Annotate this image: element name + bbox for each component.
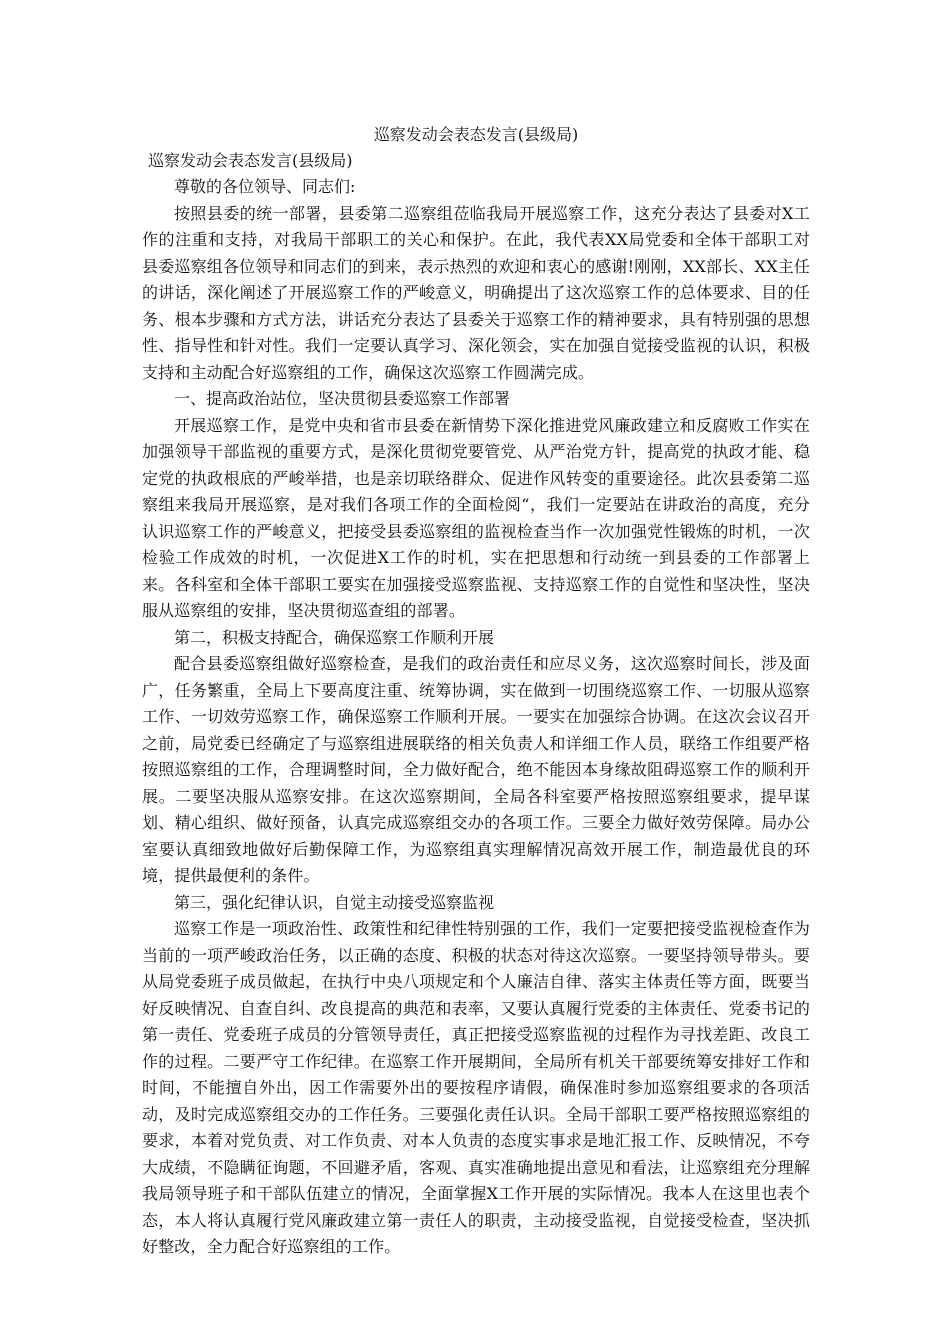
- section-heading-1: 一、提高政治站位，坚决贯彻县委巡察工作部署: [174, 389, 511, 408]
- section-body-3: 巡察工作是一项政治性、政策性和纪律性特别强的工作，我们一定要把接受监视检查作为当前的一项严峻政治任务，以正确的态度、积极的状态对待这次巡察。一要坚持领导带头。要从局党委班子成员做起，在执行中央八项规定和个人廉洁自律、落实主体责任等方面，既要当好反映情况、自查自纠、改良提高的典范和表率，又要认真履行党委的主体责任、党委书记的第一责任、党委班子成员的分管领导责任，真正把接受巡察监视的过程作为寻找差距、改良工作的过程。二要严守工作纪律。在巡察工作开展期间，全局所有机关干部要统筹安排好工作和时间，不能擅自外出，因工作需要外出的要按程序请假，确保准时参加巡察组要求的各项活动，及时完成巡察组交办的工作任务。三要强化责任认识。全局干部职工要严格按照巡察组的要求，本着对党负责、对工作负责、对本人负责的态度实事求是地汇报工作、反映情况，不夸大成绩，不隐瞒征询题，不回避矛盾，客观、真实准确地提出意见和看法，让巡察组充分理解我局领导班子和干部队伍建立的情况，全面掌握X工作开展的实际情况。我本人在这里也表个态，本人将认真履行党风廉政建立第一责任人的职责，主动接受监视，自觉接受检查，坚决抓好整改，全力配合好巡察组的工作。: [142, 919, 810, 1256]
- document-subtitle: 巡察发动会表态发言(县级局): [148, 151, 353, 170]
- section-body-1: 开展巡察工作，是党中央和省市县委在新情势下深化推进党风廉政建立和反腐败工作实在加强领导干部监视的重要方式，是深化贯彻党要管党、从严治党方针，提高党的执政才能、稳定党的执政根底的严峻举措，也是亲切联络群众、促进作风转变的重要途径。此次县委第二巡察组来我局开展巡察，是对我们各项工作的全面检阅“，我们一定要站在讲政治的高度，充分认识巡察工作的严峻意义，把接受县委巡察组的监视检查当作一次加强党性锻炼的时机，一次检验工作成效的时机，一次促进X工作的时机，实在把思想和行动统一到县委的工作部署上来。各科室和全体干部职工要实在加强接受巡察监视、支持巡察工作的自觉性和坚决性，坚决服从巡察组的安排，坚决贯彻巡查组的部署。: [142, 415, 810, 620]
- section-body-2: 配合县委巡察组做好巡察检查，是我们的政治责任和应尽义务，这次巡察时间长，涉及面广，任务繁重，全局上下要高度注重、统筹协调，实在做到一切围绕巡察工作、一切服从巡察工作、一切效劳巡察工作，确保巡察工作顺利开展。一要实在加强综合协调。在这次会议召开之前，局党委已经确定了与巡察组进展联络的相关负责人和详细工作人员，联络工作组要严格按照巡察组的工作，合理调整时间，全力做好配合，绝不能因本身缘故阻碍巡察工作的顺利开展。二要坚决服从巡察安排。在这次巡察期间，全局各科室要严格按照巡察组要求，提早谋划、精心组织、做好预备，认真完成巡察组交办的各项工作。三要全力做好效劳保障。局办公室要认真细致地做好后勤保障工作，为巡察组真实理解情况高效开展工作，制造最优良的环境，提供最便利的条件。: [142, 654, 810, 885]
- greeting: 尊敬的各位领导、同志们:: [174, 177, 356, 196]
- document-page: [142, 122, 810, 1261]
- section-heading-3: 第三，强化纪律认识，自觉主动接受巡察监视: [174, 892, 495, 912]
- document-title: 巡察发动会表态发言(县级局): [373, 125, 579, 144]
- section-heading-2: 第二，积极支持配合，确保巡察工作顺利开展: [174, 627, 495, 647]
- intro-paragraph: 按照县委的统一部署，县委第二巡察组莅临我局开展巡察工作，这充分表达了县委对X工作的注重和支持，对我局干部职工的关心和保护。在此，我代表XX局党委和全体干部职工对县委巡察组各位领导和同志们的到来，表示热烈的欢迎和衷心的感谢!刚刚，XX部长、XX主任的讲话，深化阐述了开展巡察工作的严峻意义，明确提出了这次巡察工作的总体要求、目的任务、根本步骤和方式方法，讲话充分表达了县委关于巡察工作的精神要求，具有特别强的思想性、指导性和针对性。我们一定要认真学习、深化领会，实在加强自觉接受监视的认识，积极支持和主动配合好巡察组的工作，确保这次巡察工作圆满完成。: [142, 203, 810, 382]
